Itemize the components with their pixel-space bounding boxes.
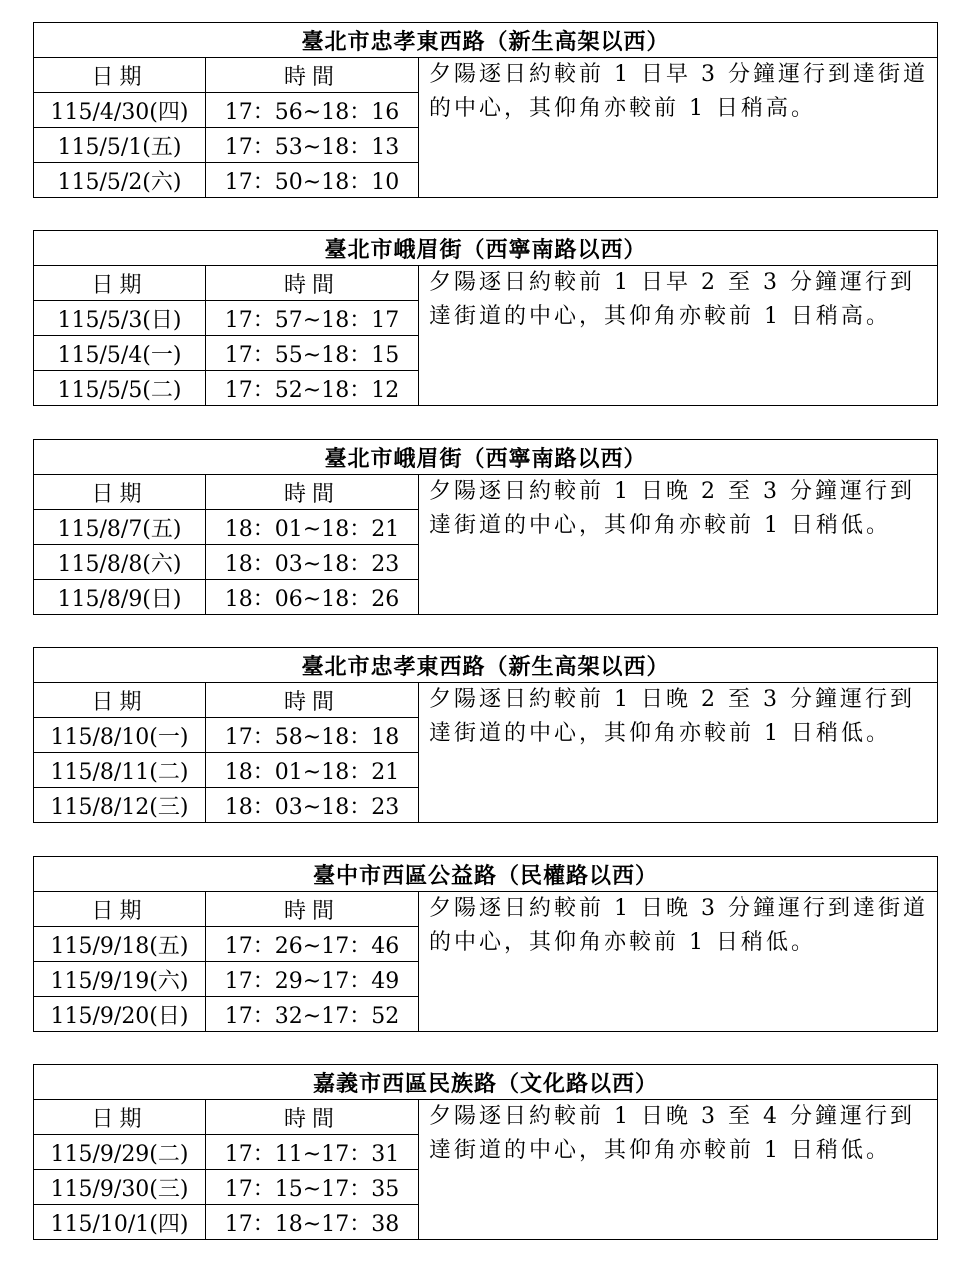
column-header-date: 日期 xyxy=(34,683,206,718)
date-cell: 115/9/29(二) xyxy=(34,1135,206,1170)
column-header-time: 時間 xyxy=(206,683,419,718)
time-cell: 17：55~18：15 xyxy=(206,336,419,371)
time-cell: 17：56~18：16 xyxy=(206,93,419,128)
date-cell: 115/5/4(一) xyxy=(34,336,206,371)
time-cell: 17：52~18：12 xyxy=(206,371,419,406)
time-cell: 17：57~18：17 xyxy=(206,301,419,336)
date-cell: 115/8/8(六) xyxy=(34,545,206,580)
column-header-date: 日期 xyxy=(34,58,206,93)
table-note: 夕陽逐日約較前 1 日早 2 至 3 分鐘運行到達街道的中心，其仰角亦較前 1 日稍高。 xyxy=(419,266,938,406)
column-header-time: 時間 xyxy=(206,266,419,301)
time-cell: 17：32~17：52 xyxy=(206,997,419,1032)
date-cell: 115/8/11(二) xyxy=(34,753,206,788)
date-cell: 115/5/3(日) xyxy=(34,301,206,336)
sunset-table-5 xyxy=(33,1064,938,1240)
date-cell: 115/8/7(五) xyxy=(34,510,206,545)
date-cell: 115/4/30(四) xyxy=(34,93,206,128)
time-cell: 17：50~18：10 xyxy=(206,163,419,198)
table-note: 夕陽逐日約較前 1 日晚 2 至 3 分鐘運行到達街道的中心，其仰角亦較前 1 日稍低。 xyxy=(419,475,938,615)
column-header-date: 日期 xyxy=(34,266,206,301)
column-header-date: 日期 xyxy=(34,892,206,927)
date-cell: 115/8/9(日) xyxy=(34,580,206,615)
sunset-table-4 xyxy=(33,856,938,1032)
table-note: 夕陽逐日約較前 1 日晚 2 至 3 分鐘運行到達街道的中心，其仰角亦較前 1 日稍低。 xyxy=(419,683,938,823)
sunset-table-3 xyxy=(33,647,938,823)
sunset-table-1 xyxy=(33,230,938,406)
time-cell: 18：01~18：21 xyxy=(206,753,419,788)
time-cell: 17：11~17：31 xyxy=(206,1135,419,1170)
time-cell: 18：06~18：26 xyxy=(206,580,419,615)
time-cell: 17：26~17：46 xyxy=(206,927,419,962)
date-cell: 115/10/1(四) xyxy=(34,1205,206,1240)
column-header-time: 時間 xyxy=(206,892,419,927)
time-cell: 17：18~17：38 xyxy=(206,1205,419,1240)
column-header-date: 日期 xyxy=(34,475,206,510)
table-title: 臺北市忠孝東西路（新生高架以西） xyxy=(34,23,938,58)
time-cell: 18：03~18：23 xyxy=(206,545,419,580)
date-cell: 115/9/30(三) xyxy=(34,1170,206,1205)
date-cell: 115/9/18(五) xyxy=(34,927,206,962)
date-cell: 115/8/10(一) xyxy=(34,718,206,753)
table-title: 臺北市忠孝東西路（新生高架以西） xyxy=(34,648,938,683)
time-cell: 18：01~18：21 xyxy=(206,510,419,545)
column-header-time: 時間 xyxy=(206,1100,419,1135)
time-cell: 18：03~18：23 xyxy=(206,788,419,823)
sunset-table-2 xyxy=(33,439,938,615)
column-header-date: 日期 xyxy=(34,1100,206,1135)
table-note: 夕陽逐日約較前 1 日早 3 分鐘運行到達街道的中心，其仰角亦較前 1 日稍高。 xyxy=(419,58,938,198)
table-note: 夕陽逐日約較前 1 日晚 3 分鐘運行到達街道的中心，其仰角亦較前 1 日稍低。 xyxy=(419,892,938,1032)
date-cell: 115/9/20(日) xyxy=(34,997,206,1032)
column-header-time: 時間 xyxy=(206,475,419,510)
table-note: 夕陽逐日約較前 1 日晚 3 至 4 分鐘運行到達街道的中心，其仰角亦較前 1 日稍低。 xyxy=(419,1100,938,1240)
time-cell: 17：15~17：35 xyxy=(206,1170,419,1205)
table-title: 臺中市西區公益路（民權路以西） xyxy=(34,857,938,892)
date-cell: 115/5/1(五) xyxy=(34,128,206,163)
time-cell: 17：29~17：49 xyxy=(206,962,419,997)
table-title: 臺北市峨眉街（西寧南路以西） xyxy=(34,231,938,266)
time-cell: 17：53~18：13 xyxy=(206,128,419,163)
sunset-table-0 xyxy=(33,22,938,198)
time-cell: 17：58~18：18 xyxy=(206,718,419,753)
date-cell: 115/5/5(二) xyxy=(34,371,206,406)
date-cell: 115/9/19(六) xyxy=(34,962,206,997)
table-title: 嘉義市西區民族路（文化路以西） xyxy=(34,1065,938,1100)
date-cell: 115/5/2(六) xyxy=(34,163,206,198)
date-cell: 115/8/12(三) xyxy=(34,788,206,823)
table-title: 臺北市峨眉街（西寧南路以西） xyxy=(34,440,938,475)
column-header-time: 時間 xyxy=(206,58,419,93)
